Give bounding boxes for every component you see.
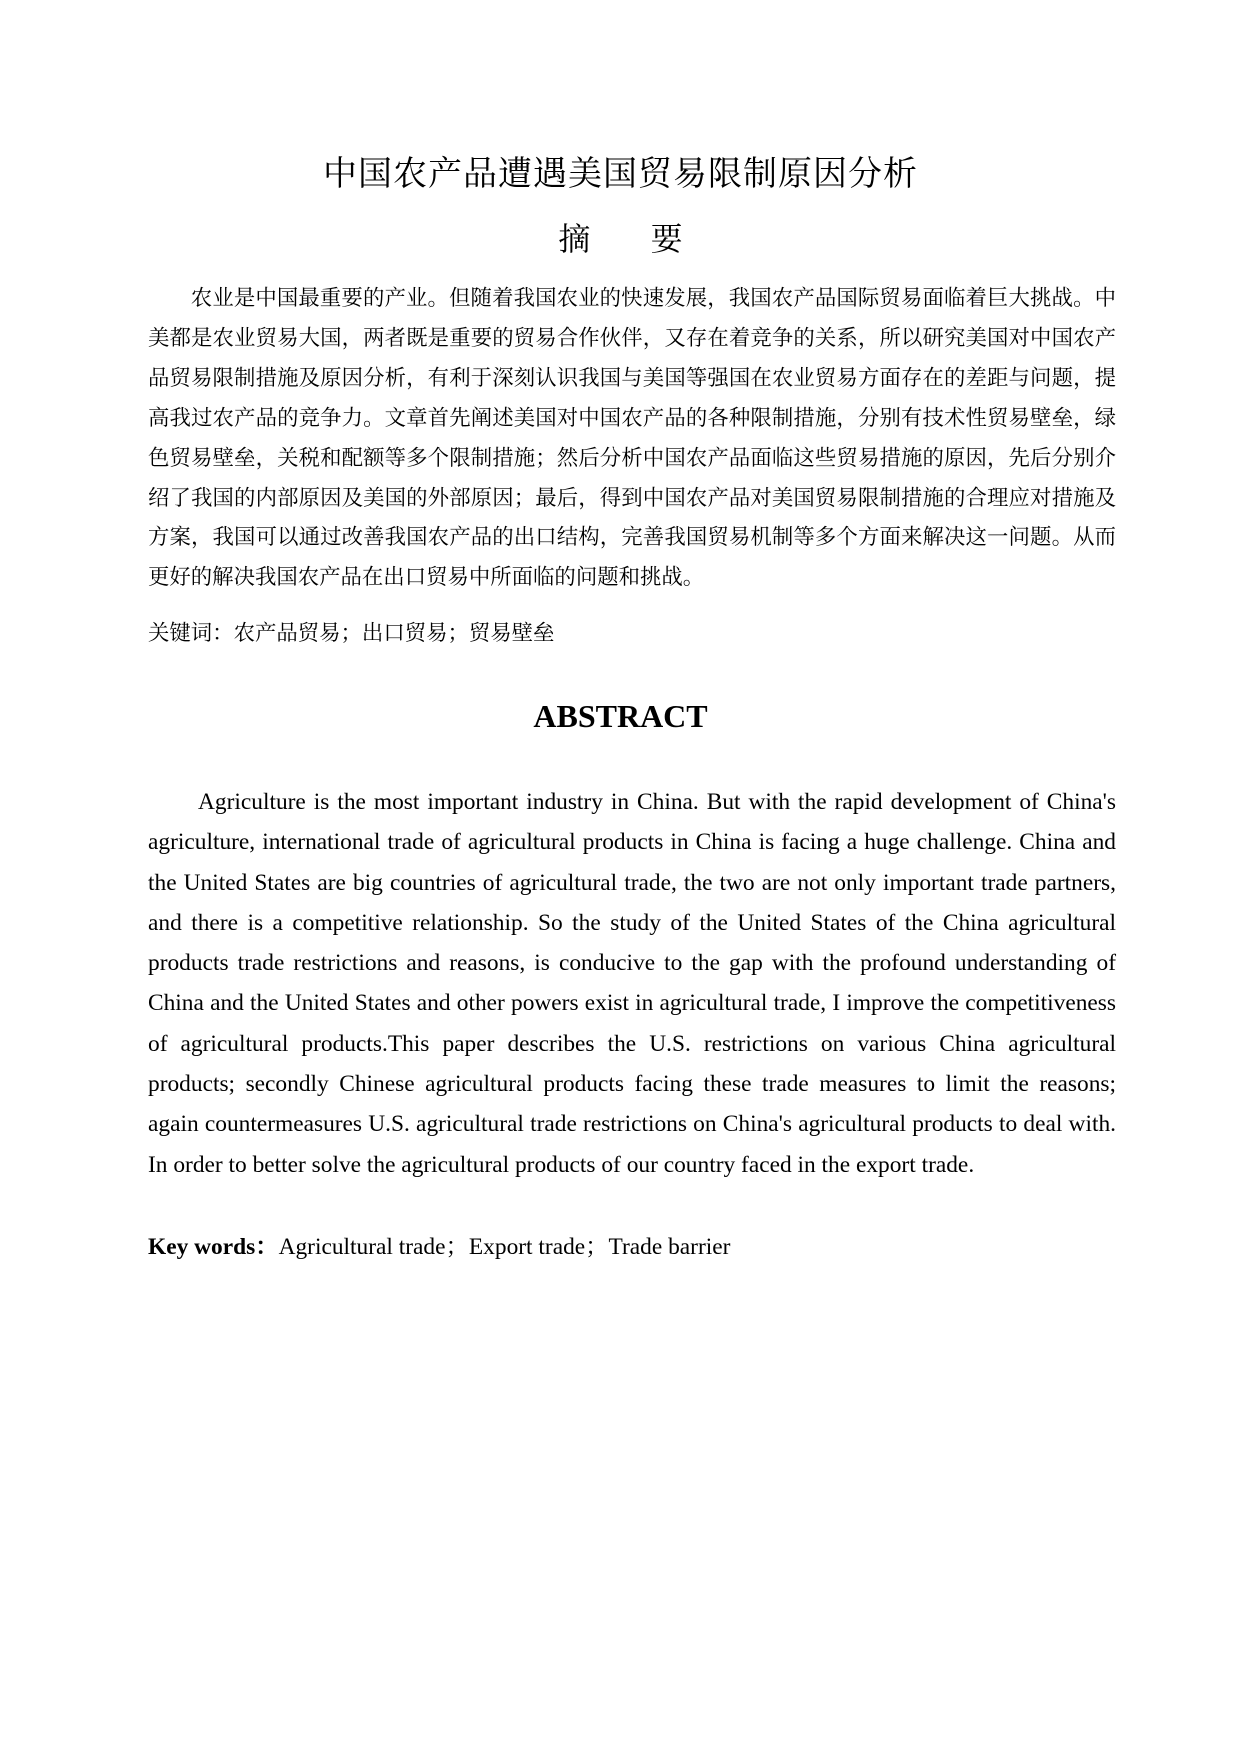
english-keywords (148, 1227, 1116, 1267)
chinese-keywords (148, 616, 1116, 652)
chinese-abstract-body: 农业是中国最重要的产业。但随着我国农业的快速发展，我国农产品国际贸易面临着巨大挑战。中美都是农业贸易大国，两者既是重要的贸易合作伙伴，又存在着竞争的关系，所以研究美国对中国农产品贸易限制措施及原因分析，有利于深刻认识我国与美国等强国在农业贸易方面存在的差距与问题，提高我过农产品的竞争力。文章首先阐述美国对中国农产品的各种限制措施，分别有技术性贸易壁垒，绿色贸易壁垒，关税和配额等多个限制措施；然后分析中国农产品面临这些贸易措施的原因，先后分别介绍了我国的内部原因及美国的外部原因；最后，得到中国农产品对美国贸易限制措施的合理应对措施及方案，我国可以通过改善我国农产品的出口结构，完善我国贸易机制等多个方面来解决这一问题。从而更好的解决我国农产品在出口贸易中所面临的问题和挑战。 (148, 286, 1116, 591)
document-title: 中国农产品遭遇美国贸易限制原因分析 (323, 154, 918, 194)
chinese-keywords-text: 农产品贸易；出口贸易；贸易壁垒 (233, 621, 555, 646)
english-keywords-text: Agricultural trade；Export trade；Trade barrier (278, 1234, 731, 1260)
chinese-abstract-heading: 摘 要 (558, 220, 683, 258)
english-keywords-label: Key words： (148, 1234, 279, 1260)
chinese-keywords-label: 关键词： (148, 621, 234, 646)
english-abstract-heading: ABSTRACT (533, 698, 708, 734)
english-abstract-body: Agriculture is the most important industry in China. But with the rapid development of China's agriculture, international trade of agricultural products in China is facing a huge challenge. China and the United States are big countries of agricultural trade, the two are not only important trade partners, and there is a competitive relationship. So the study of the United States of the China agricultural products trade restrictions and reasons, is conducive to the gap with the profound understanding of China and the United States and other powers exist in agricultural trade, I improve the competitiveness of agricultural products.This paper describes the U.S. restrictions on various China agricultural products; secondly Chinese agricultural products facing these trade measures to limit the reasons; again countermeasures U.S. agricultural trade restrictions on China's agricultural products to deal with. In order to better solve the agricultural products of our country faced in the export trade. (148, 789, 1116, 1178)
